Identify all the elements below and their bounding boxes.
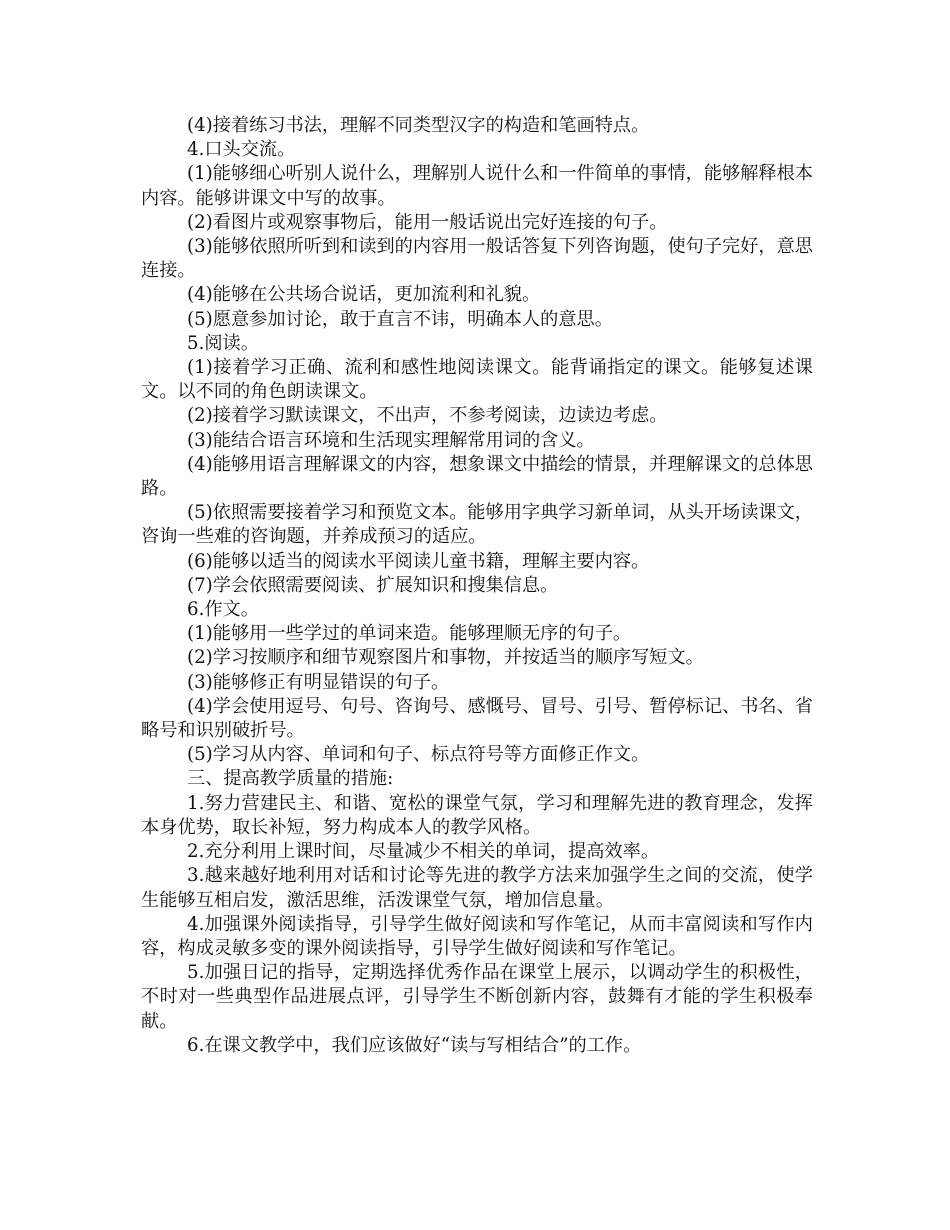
- paragraph: (1)接着学习正确、流利和感性地阅读课文。能背诵指定的课文。能够复述课文。以不同的角色朗读课文。: [141, 357, 813, 403]
- section-heading: 三、提高教学质量的措施:: [187, 768, 394, 790]
- document-body: [141, 114, 813, 1058]
- paragraph: 2.充分利用上课时间，尽量减少不相关的单词，提高效率。: [187, 841, 660, 863]
- paragraph: 3.越来越好地利用对话和讨论等先进的教学方法来加强学生之间的交流，使学生能够互相启发，激活思维，活泼课堂气氛，增加信息量。: [141, 865, 813, 911]
- section-heading: 6.作文。: [187, 599, 259, 621]
- paragraph: (2)看图片或观察事物后，能用一般话说出完好连接的句子。: [187, 211, 668, 233]
- paragraph: (2)学习按顺序和细节观察图片和事物，并按适当的顺序写短文。: [187, 647, 704, 669]
- paragraph: 1.努力营建民主、和谐、宽松的课堂气氛，学习和理解先进的教育理念，发挥本身优势，取长补短，努力构成本人的教学风格。: [141, 792, 813, 838]
- paragraph: 4.加强课外阅读指导，引导学生做好阅读和写作笔记，从而丰富阅读和写作内容，构成灵敏多变的课外阅读指导，引导学生做好阅读和写作笔记。: [141, 913, 813, 959]
- section-heading: 5.阅读。: [187, 332, 259, 354]
- paragraph: 5.加强日记的指导，定期选择优秀作品在课堂上展示，以调动学生的积极性，不时对一些典型作品进展点评，引导学生不断创新内容，鼓舞有才能的学生积极奉献。: [141, 962, 813, 1032]
- paragraph: (5)学习从内容、单词和句子、标点符号等方面修正作文。: [187, 744, 650, 766]
- paragraph: (4)学会使用逗号、句号、咨询号、感慨号、冒号、引号、暂停标记、书名、省略号和识别破折号。: [141, 695, 813, 742]
- paragraph: (4)能够在公共场合说话，更加流利和礼貌。: [187, 284, 541, 306]
- paragraph: (5)依照需要接着学习和预览文本。能够用字典学习新单词，从头开场读课文，咨询一些难的咨询题，并养成预习的适应。: [141, 502, 813, 548]
- paragraph: (1)能够细心听别人说什么，理解别人说什么和一件简单的事情，能够解释根本内容。能够讲课文中写的故事。: [141, 163, 813, 209]
- paragraph: (7)学会依照需要阅读、扩展知识和搜集信息。: [187, 574, 559, 596]
- paragraph: (3)能够修正有明显错误的句子。: [187, 671, 450, 693]
- paragraph: (4)接着练习书法，理解不同类型汉字的构造和笔画特点。: [187, 115, 650, 136]
- paragraph: 6.在课文教学中，我们应该做好“读与写相结合”的工作。: [187, 1034, 642, 1056]
- paragraph: (1)能够用一些学过的单词来造。能够理顺无序的句子。: [187, 623, 632, 645]
- paragraph: (3)能结合语言环境和生活现实理解常用词的含义。: [187, 429, 595, 451]
- paragraph: (5)愿意参加讨论，敢于直言不讳，明确本人的意思。: [187, 308, 613, 330]
- paragraph: (6)能够以适当的阅读水平阅读儿童书籍，理解主要内容。: [187, 550, 650, 572]
- paragraph: (3)能够依照所听到和读到的内容用一般话答复下列咨询题，使句子完好，意思连接。: [141, 236, 813, 282]
- section-heading: 4.口头交流。: [187, 139, 296, 161]
- paragraph: (2)接着学习默读课文，不出声，不参考阅读，边读边考虑。: [187, 405, 668, 427]
- paragraph: (4)能够用语言理解课文的内容，想象课文中描绘的情景，并理解课文的总体思路。: [141, 453, 813, 500]
